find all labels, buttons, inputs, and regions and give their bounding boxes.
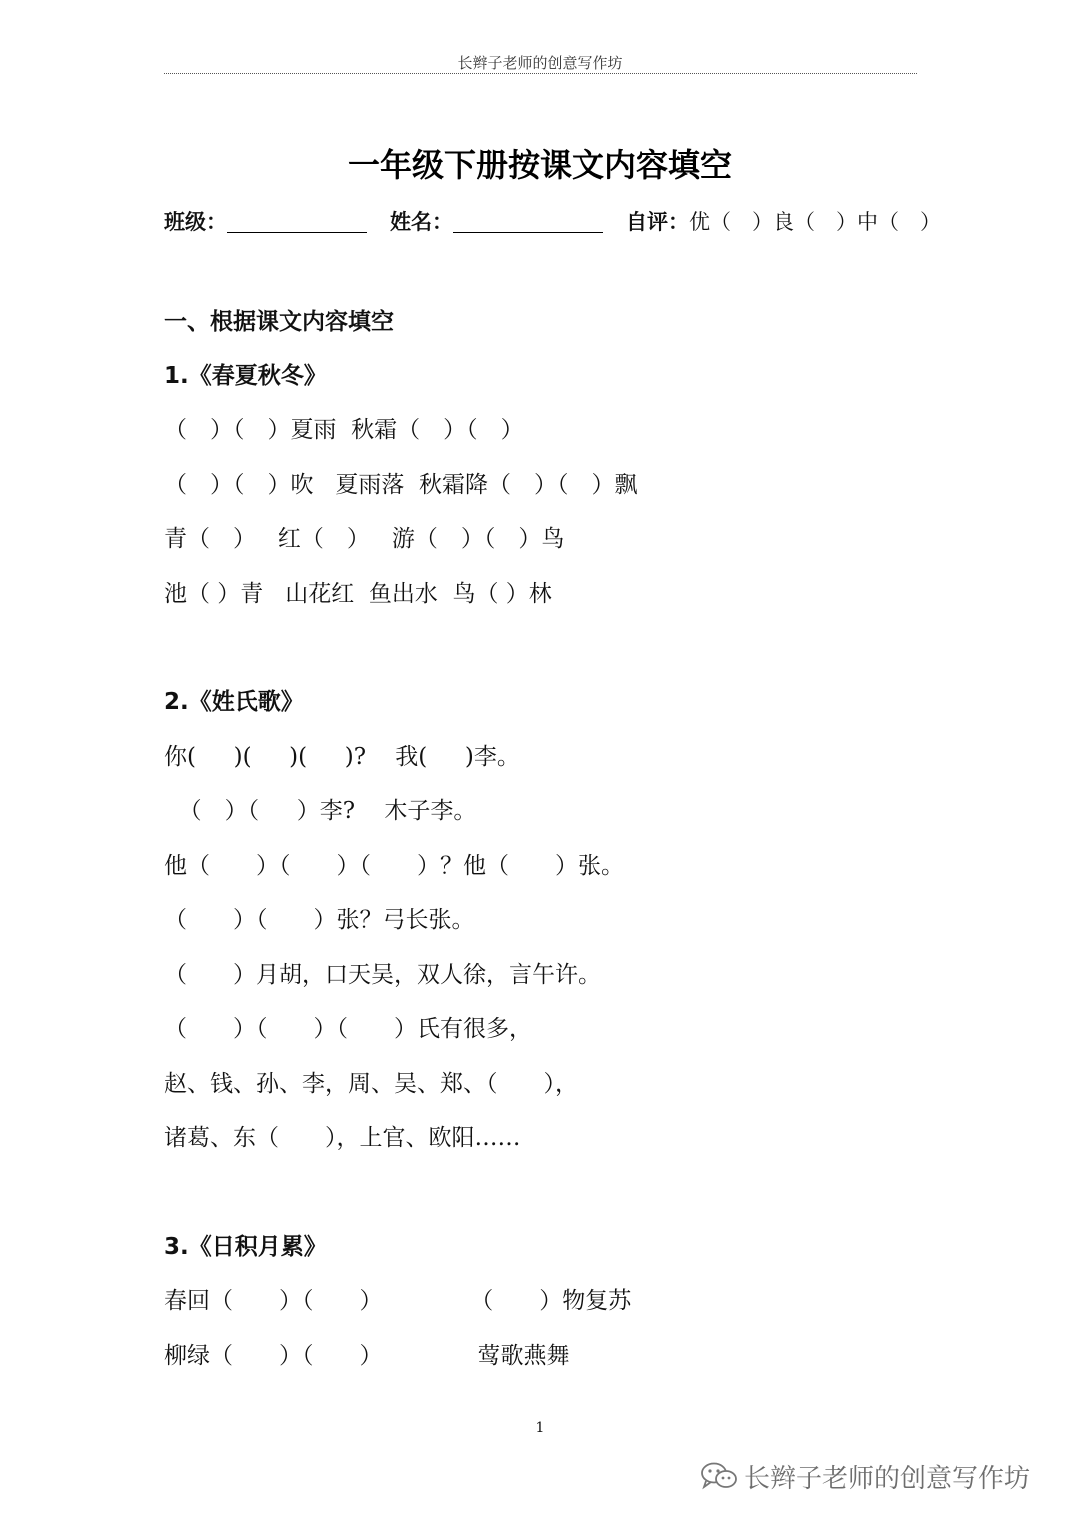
- page-number: 1: [535, 1420, 545, 1436]
- class-field: [164, 206, 367, 236]
- self-eval-options: 优（ ）良（ ）中（ ）: [689, 210, 941, 234]
- section-heading: 一、根据课文内容填空: [164, 309, 394, 335]
- fill-line: 青（ ） 红（ ） 游（ ）（ ）鸟: [164, 526, 565, 552]
- document-title: 一年级下册按课文内容填空: [347, 146, 732, 184]
- class-blank[interactable]: [227, 212, 367, 233]
- name-blank[interactable]: [453, 212, 603, 233]
- fill-line: （ ）（ ）张？弓长张。: [164, 907, 475, 933]
- fill-line: 诸葛、东（ ），上官、欧阳……: [164, 1125, 521, 1151]
- lesson-title: 1.《春夏秋冬》: [164, 363, 327, 389]
- name-field: [390, 206, 603, 236]
- watermark-text: 长辫子老师的创意写作坊: [744, 1464, 1031, 1494]
- fill-line: 他（ ）（ ）（ ）？他（ ）张。: [164, 853, 624, 879]
- wechat-icon: [700, 1461, 738, 1491]
- fill-line: 赵、钱、孙、李，周、吴、郑、（ ），: [164, 1071, 578, 1097]
- fill-line: 你( )( )( )? 我( )李。: [164, 744, 520, 770]
- fill-line: （ ）（ ）（ ）氏有很多，: [164, 1016, 532, 1042]
- header-divider: [164, 73, 917, 74]
- fill-line: （ ）（ ）李? 木子李。: [164, 798, 477, 824]
- fill-line: 池（ ）青 山花红 鱼出水 鸟（ ）林: [164, 581, 552, 607]
- watermark: [700, 1458, 1030, 1495]
- fill-line: （ ）（ ）夏雨 秋霜（ ）（ ）: [164, 417, 524, 443]
- fill-line: 柳绿（ ）（ ） 莺歌燕舞: [164, 1343, 570, 1369]
- fill-line: 春回（ ）（ ） （ ）物复苏: [164, 1288, 632, 1314]
- self-eval-label: 自评：: [626, 210, 689, 234]
- page-header: 长辫子老师的创意写作坊: [457, 54, 623, 72]
- name-label: 姓名：: [390, 210, 453, 234]
- fill-line: （ ）月胡，口天吴，双人徐，言午许。: [164, 962, 601, 988]
- fill-line: （ ）（ ）吹 夏雨落 秋霜降（ ）（ ）飘: [164, 472, 638, 498]
- self-eval-field: [626, 206, 941, 236]
- lesson-title: 3.《日积月累》: [164, 1234, 327, 1260]
- lesson-title: 2.《姓氏歌》: [164, 689, 304, 715]
- class-label: 班级：: [164, 210, 227, 234]
